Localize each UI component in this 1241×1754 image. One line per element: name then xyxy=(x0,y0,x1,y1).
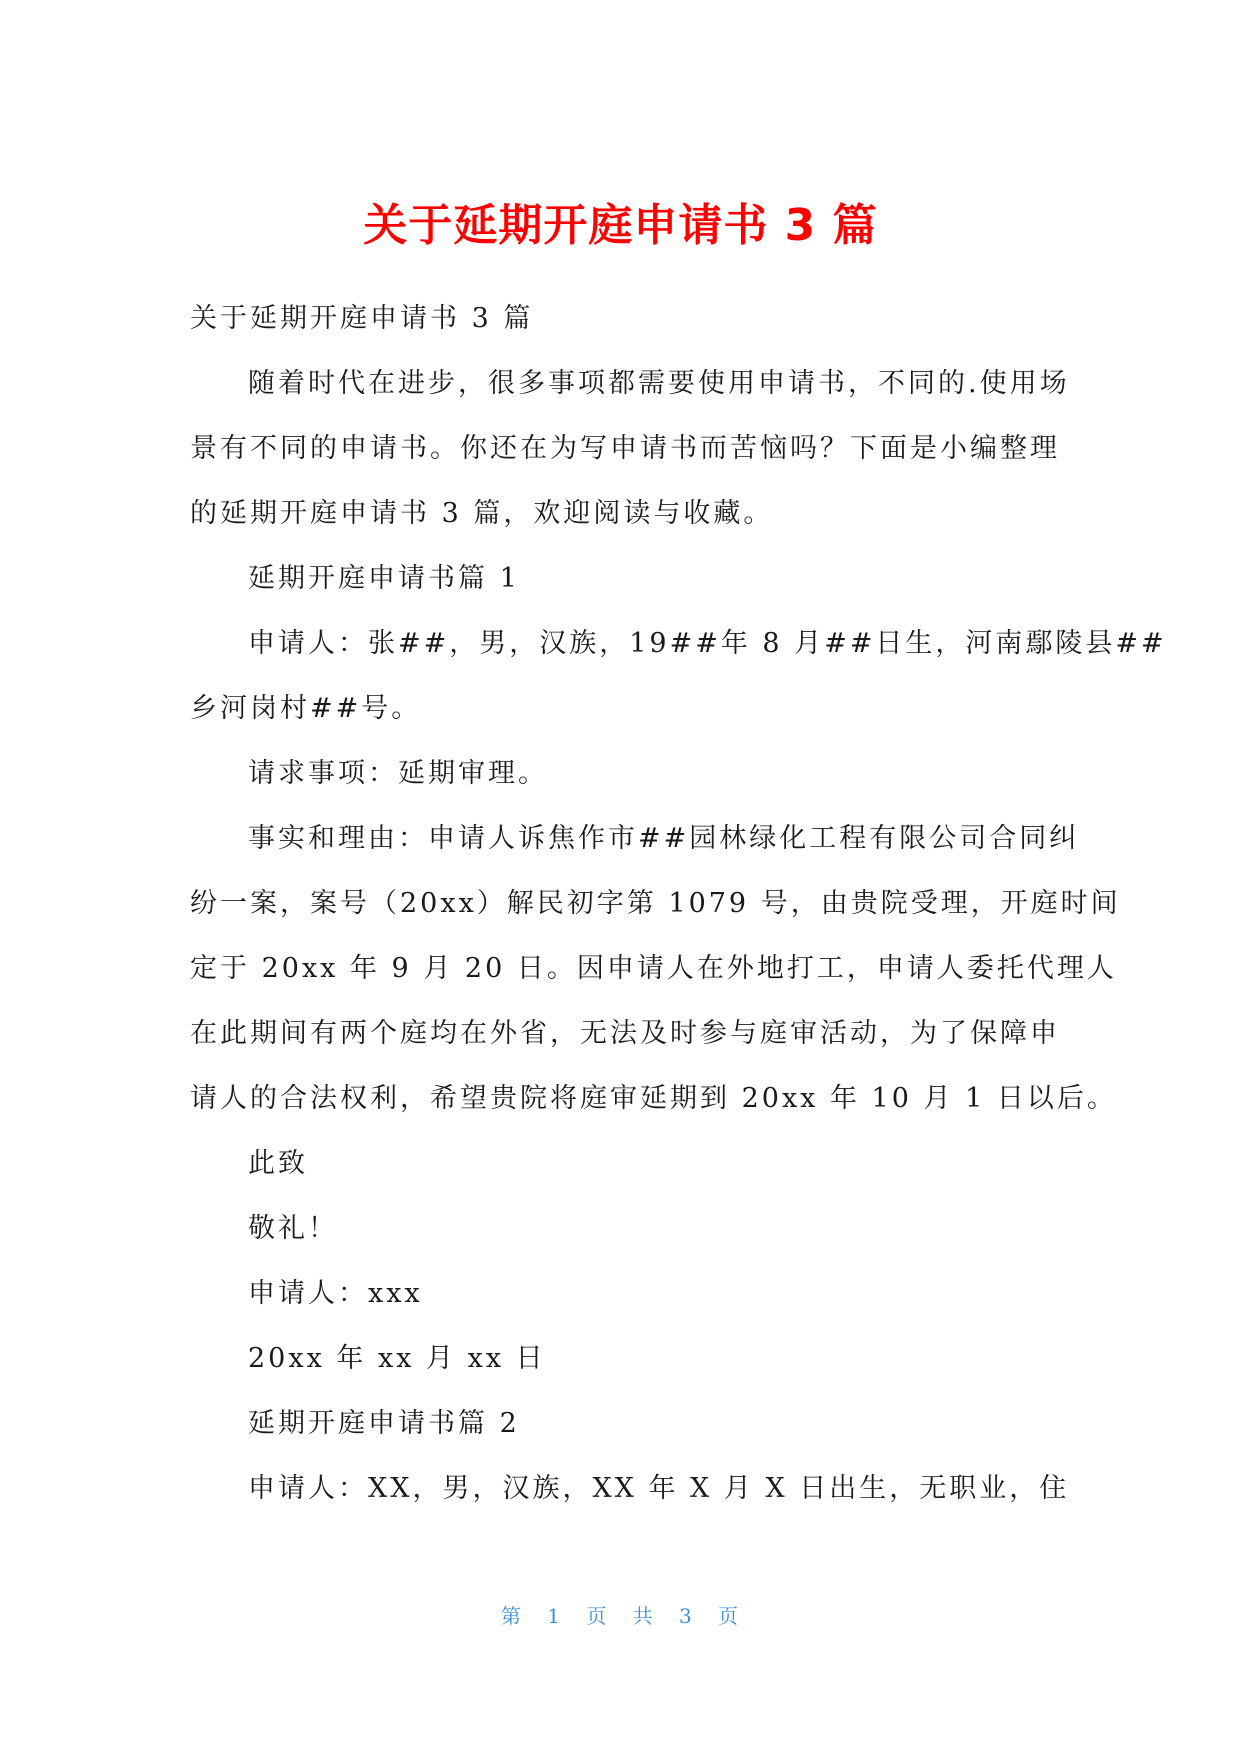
facts-paragraph-line: 定于 20xx 年 9 月 20 日。因申请人在外地打工，申请人委托代理人 xyxy=(190,953,1117,984)
document-body xyxy=(190,286,1167,1521)
section-heading-2: 延期开庭申请书篇 2 xyxy=(248,1408,520,1439)
date-line: 20xx 年 xx 月 xx 日 xyxy=(248,1343,546,1374)
request-item-line: 请求事项：延期审理。 xyxy=(248,758,548,789)
facts-paragraph-line: 事实和理由：申请人诉焦作市##园林绿化工程有限公司合同纠 xyxy=(248,823,1080,854)
section-heading-1: 延期开庭申请书篇 1 xyxy=(248,563,520,594)
applicant-info-line: 申请人：张##，男，汉族，19##年 8 月##日生，河南鄢陵县## xyxy=(248,628,1167,659)
intro-paragraph-line: 景有不同的申请书。你还在为写申请书而苦恼吗？下面是小编整理 xyxy=(190,433,1060,464)
closing-regards: 敬礼！ xyxy=(248,1213,338,1244)
facts-paragraph-line: 在此期间有两个庭均在外省，无法及时参与庭审活动，为了保障申 xyxy=(190,1018,1060,1049)
signature-line: 申请人：xxx xyxy=(248,1278,423,1309)
applicant-info-line: 申请人：XX，男，汉族，XX 年 X 月 X 日出生，无职业，住 xyxy=(248,1473,1070,1504)
page-number-footer: 第 1 页 共 3 页 xyxy=(500,1604,741,1628)
facts-paragraph-line: 纷一案，案号（20xx）解民初字第 1079 号，由贵院受理，开庭时间 xyxy=(190,888,1121,919)
document-title: 关于延期开庭申请书 3 篇 xyxy=(363,200,878,251)
intro-paragraph-line: 的延期开庭申请书 3 篇，欢迎阅读与收藏。 xyxy=(190,498,774,529)
closing-salutation: 此致 xyxy=(248,1148,308,1179)
subtitle-line: 关于延期开庭申请书 3 篇 xyxy=(190,303,534,334)
intro-paragraph-line: 随着时代在进步，很多事项都需要使用申请书，不同的.使用场 xyxy=(248,368,1070,399)
applicant-info-line: 乡河岗村##号。 xyxy=(190,693,422,724)
facts-paragraph-line: 请人的合法权利，希望贵院将庭审延期到 20xx 年 10 月 1 日以后。 xyxy=(190,1083,1117,1114)
